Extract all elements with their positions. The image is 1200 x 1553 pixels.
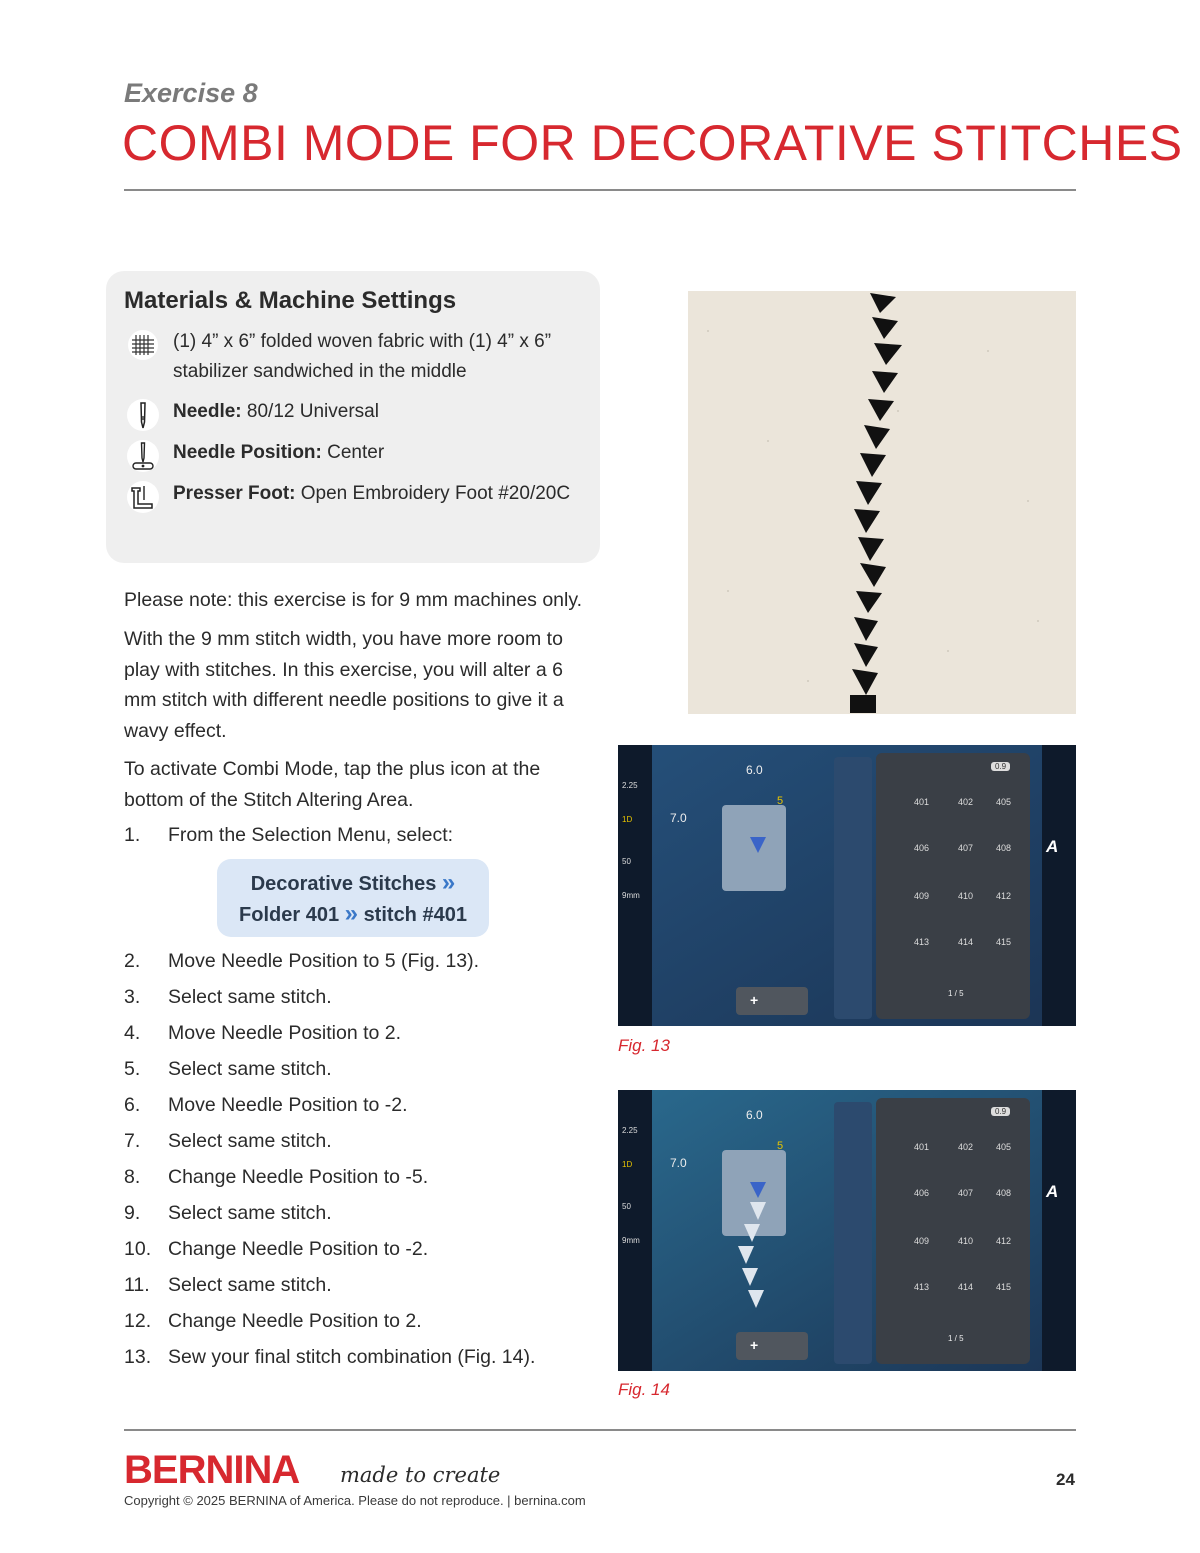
needle-icon [124,397,162,433]
stitch-number[interactable]: 410 [958,1236,974,1246]
exercise-label: Exercise 8 [124,78,258,108]
materials-panel [106,271,600,563]
stitch-width-value[interactable]: 6.0 [746,1108,763,1122]
presser-foot-icon [124,479,162,515]
materials-item-fabric [124,327,594,389]
stitch-number[interactable]: 409 [914,891,930,901]
screen-side-value: 1D [622,1160,633,1169]
presser-foot-label: Presser Foot: [173,483,296,504]
page-number: 24 [1056,1470,1075,1489]
footer-divider [124,1429,1076,1431]
stitch-number[interactable]: 401 [914,1142,930,1152]
stitch-number[interactable]: 401 [914,797,930,807]
callout-folder: Folder 401 [239,904,340,926]
figure-caption-14: Fig. 14 [618,1380,670,1399]
fabric-icon [124,327,162,363]
stitch-number[interactable]: 402 [958,1142,974,1152]
step-number: 11. [124,1274,150,1296]
step-text: Sew your final stitch combination (Fig. 14). [168,1346,536,1368]
stitch-number[interactable]: 405 [996,1142,1012,1152]
copyright-text: Copyright © 2025 BERNINA of America. Please do not reproduce. | bernina.com [124,1493,586,1508]
note-paragraph: Please note: this exercise is for 9 mm machines only. [124,589,583,611]
letter-tab[interactable]: A [1046,837,1059,856]
stitch-number[interactable]: 407 [958,843,974,853]
needle-position-icon [124,438,162,474]
materials-presser-foot-text [173,479,593,509]
brand-tagline: made to create [340,1463,501,1487]
step-number: 4. [124,1022,141,1044]
materials-needle-text [173,397,593,427]
screen-side-value: 9mm [622,891,640,900]
materials-needle-position-text [173,438,593,468]
needle-value: 80/12 Universal [241,401,379,422]
step-text: Move Needle Position to 5 (Fig. 13). [168,950,480,972]
step-number: 13. [124,1346,152,1368]
stitch-number[interactable]: 414 [958,1282,974,1292]
needle-position-badge: 5 [777,795,784,807]
screen-side-value: 2.25 [622,1126,638,1135]
needle-position-label: Needle Position: [173,442,322,463]
screen-side-value: 1D [622,815,633,824]
stitch-number[interactable]: 414 [958,937,974,947]
stitch-number[interactable]: 412 [996,891,1012,901]
stitch-length-value[interactable]: 7.0 [670,811,687,825]
step-text: Change Needle Position to -2. [168,1238,429,1260]
stitch-number[interactable]: 405 [996,797,1012,807]
step-number: 6. [124,1094,141,1116]
stitch-width-value[interactable]: 6.0 [746,763,763,777]
screen-side-value: 50 [622,1202,631,1211]
selection-callout [217,859,489,937]
machine-screen-fig13 [618,745,1076,1026]
needle-position-badge: 5 [777,1140,784,1152]
step-number: 10. [124,1238,152,1260]
machine-screen-fig14 [618,1090,1076,1371]
stitch-number[interactable]: 410 [958,891,974,901]
callout-stitch: stitch #401 [363,904,467,926]
screen-side-value: 9mm [622,1236,640,1245]
chevron-right-icon: » [344,900,358,927]
screen-side-value: 2.25 [622,781,638,790]
brand-logo: BERNINA [124,1448,300,1492]
screen-side-value: 50 [622,857,631,866]
step-number: 12. [124,1310,152,1332]
page-indicator: 1 / 5 [948,1334,964,1343]
step-text: From the Selection Menu, select: [168,824,454,846]
stitch-number[interactable]: 407 [958,1188,974,1198]
stitch-number[interactable]: 413 [914,1282,930,1292]
page-indicator: 1 / 5 [948,989,964,998]
combi-plus-button[interactable]: + [750,992,759,1008]
stitch-number[interactable]: 415 [996,937,1012,947]
materials-fabric-text: (1) 4” x 6” folded woven fabric with (1) 4” x 6” stabilizer sandwiched in the middle [173,331,552,382]
stitched-fabric-photo [688,291,1076,714]
materials-item-needle-position [124,438,594,470]
header-divider [124,189,1076,191]
step-text: Change Needle Position to 2. [168,1310,422,1332]
stitch-number[interactable]: 413 [914,937,930,947]
needle-position-value: Center [321,442,385,463]
step-text: Move Needle Position to -2. [168,1094,408,1116]
step-text: Select same stitch. [168,986,332,1008]
step-text: Change Needle Position to -5. [168,1166,429,1188]
stitch-length-value[interactable]: 7.0 [670,1156,687,1170]
callout-line-1 [217,868,489,899]
presser-foot-value: Open Embroidery Foot #20/20C [295,483,571,504]
stitch-number[interactable]: 406 [914,843,930,853]
stitch-number[interactable]: 406 [914,1188,930,1198]
step-text: Select same stitch. [168,1058,332,1080]
step-number: 1. [124,824,141,846]
letter-tab[interactable]: A [1046,1182,1059,1201]
intro-paragraph: With the 9 mm stitch width, you have more room to play with stitches. In this exercise, you will alter a 6 mm stitch with different needle positions to give it a wavy effect. [124,628,564,742]
step-text: Select same stitch. [168,1130,332,1152]
step-text: Select same stitch. [168,1202,332,1224]
stitch-number[interactable]: 408 [996,843,1012,853]
step-number: 9. [124,1202,141,1224]
stitch-number[interactable]: 412 [996,1236,1012,1246]
combi-plus-button[interactable]: + [750,1337,759,1353]
step-number: 5. [124,1058,141,1080]
step-number: 2. [124,950,141,972]
materials-item-needle [124,397,594,429]
combi-mode-paragraph: To activate Combi Mode, tap the plus icon at the bottom of the Stitch Altering Area. [124,758,541,811]
stitch-number[interactable]: 409 [914,1236,930,1246]
callout-decorative-stitches: Decorative Stitches [250,873,437,895]
zoom-button[interactable]: 0.9 [991,1107,1010,1116]
callout-line-2 [217,899,489,930]
step-text: Select same stitch. [168,1274,332,1296]
chevron-right-icon: » [441,869,456,896]
stitch-number[interactable]: 402 [958,797,974,807]
needle-label: Needle: [173,401,242,422]
zoom-button[interactable]: 0.9 [991,762,1010,771]
materials-item-presser-foot [124,479,594,541]
stitch-number[interactable]: 415 [996,1282,1012,1292]
stitch-number[interactable]: 408 [996,1188,1012,1198]
materials-heading: Materials & Machine Settings [124,287,457,314]
step-number: 3. [124,986,141,1008]
step-text: Move Needle Position to 2. [168,1022,402,1044]
figure-caption-13: Fig. 13 [618,1036,670,1055]
step-number: 7. [124,1130,141,1152]
step-number: 8. [124,1166,141,1188]
page-title: COMBI MODE FOR DECORATIVE STITCHES [122,115,1183,171]
